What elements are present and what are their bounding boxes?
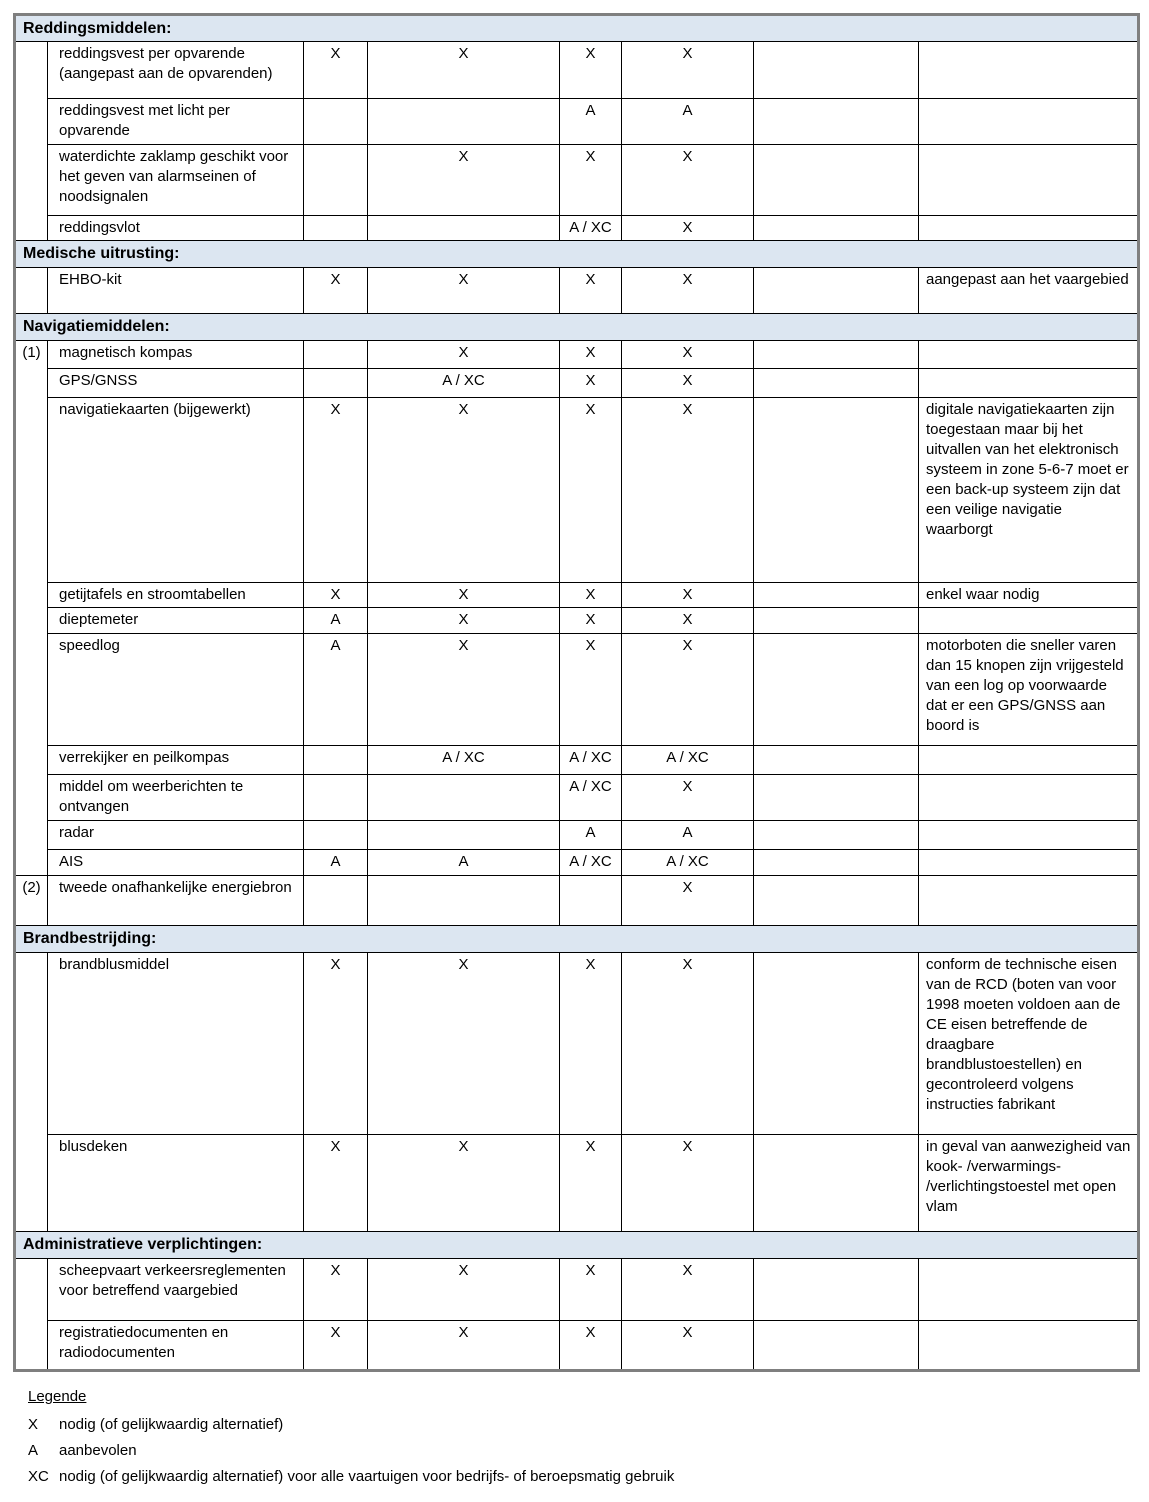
note-cell <box>919 42 1139 99</box>
note-cell <box>919 876 1139 926</box>
empty-cell <box>754 821 919 850</box>
requirement-mark-cell: X <box>368 608 560 634</box>
legend-entry <box>28 1468 1137 1486</box>
requirement-mark-cell: X <box>622 369 754 398</box>
requirement-mark-cell: A <box>560 821 622 850</box>
legend-entry <box>28 1442 1137 1460</box>
note-cell <box>919 608 1139 634</box>
requirement-mark-cell <box>304 876 368 926</box>
item-description-cell: brandblusmiddel <box>48 953 304 1135</box>
item-description-cell: magnetisch kompas <box>48 341 304 369</box>
requirement-mark-cell: X <box>560 953 622 1135</box>
requirement-mark-cell: X <box>304 268 368 314</box>
item-description-cell: AIS <box>48 850 304 876</box>
requirement-mark-cell: X <box>368 398 560 583</box>
note-cell <box>919 341 1139 369</box>
empty-cell <box>754 634 919 746</box>
requirement-mark-cell: A / XC <box>368 369 560 398</box>
requirement-mark-cell: X <box>560 634 622 746</box>
requirement-mark-cell: X <box>368 1321 560 1371</box>
legend <box>28 1388 1137 1486</box>
table-row <box>15 1135 1139 1232</box>
empty-cell <box>754 953 919 1135</box>
requirement-mark-cell: X <box>304 1259 368 1321</box>
table-row <box>15 341 1139 369</box>
note-cell: motorboten die sneller varen dan 15 knopen zijn vrijgesteld van een log op voorwaarde dat er een GPS/GNSS aan boord is <box>919 634 1139 746</box>
requirement-mark-cell: X <box>560 145 622 216</box>
empty-cell <box>754 1135 919 1232</box>
legend-symbol: XC <box>28 1468 49 1485</box>
item-description-cell: tweede onafhankelijke energiebron <box>48 876 304 926</box>
item-description-cell: GPS/GNSS <box>48 369 304 398</box>
note-cell <box>919 216 1139 241</box>
requirement-mark-cell: X <box>304 583 368 608</box>
empty-cell <box>754 775 919 821</box>
table-row <box>15 268 1139 314</box>
requirement-mark-cell: X <box>622 398 754 583</box>
section-title: Brandbestrijding: <box>15 926 1139 953</box>
requirement-mark-cell: X <box>622 1259 754 1321</box>
note-cell <box>919 746 1139 775</box>
section-header-row <box>15 15 1139 42</box>
legend-text: nodig (of gelijkwaardig alternatief) <box>59 1416 284 1433</box>
row-marker <box>15 268 48 314</box>
empty-cell <box>754 268 919 314</box>
section-header-row <box>15 926 1139 953</box>
requirement-mark-cell <box>368 821 560 850</box>
section-header-row <box>15 241 1139 268</box>
requirement-mark-cell: X <box>622 634 754 746</box>
requirement-mark-cell: A <box>560 99 622 145</box>
requirement-mark-cell: X <box>368 583 560 608</box>
requirement-mark-cell <box>304 99 368 145</box>
section-header-row <box>15 314 1139 341</box>
requirement-mark-cell: X <box>622 268 754 314</box>
legend-entries <box>28 1416 1137 1486</box>
item-description-cell: radar <box>48 821 304 850</box>
requirement-mark-cell <box>368 775 560 821</box>
requirement-mark-cell: X <box>304 953 368 1135</box>
note-cell: conform de technische eisen van de RCD (boten van voor 1998 moeten voldoen aan de CE eisen betreffende de draagbare brandblustoestellen) en gecontroleerd volgens instructies fabrikant <box>919 953 1139 1135</box>
requirement-mark-cell: A <box>622 99 754 145</box>
table-row <box>15 821 1139 850</box>
requirement-mark-cell: X <box>368 1135 560 1232</box>
requirement-mark-cell: X <box>368 145 560 216</box>
requirement-mark-cell <box>304 821 368 850</box>
requirement-mark-cell <box>560 876 622 926</box>
note-cell: digitale navigatiekaarten zijn toegestaan maar bij het uitvallen van het elektronisch systeem in zone 5-6-7 moet er een back-up systeem zijn dat een veilige navigatie waarborgt <box>919 398 1139 583</box>
requirement-mark-cell: A / XC <box>560 746 622 775</box>
requirement-mark-cell <box>368 876 560 926</box>
requirement-mark-cell <box>304 341 368 369</box>
requirement-mark-cell <box>304 369 368 398</box>
requirement-mark-cell: X <box>304 398 368 583</box>
note-cell <box>919 145 1139 216</box>
legend-symbol: A <box>28 1442 39 1459</box>
item-description-cell: blusdeken <box>48 1135 304 1232</box>
requirement-mark-cell: X <box>622 953 754 1135</box>
legend-title: Legende <box>28 1388 87 1405</box>
section-title: Administratieve verplichtingen: <box>15 1232 1139 1259</box>
requirement-mark-cell: X <box>560 369 622 398</box>
note-cell <box>919 1259 1139 1321</box>
empty-cell <box>754 876 919 926</box>
requirement-mark-cell: X <box>368 1259 560 1321</box>
row-marker <box>15 953 48 1232</box>
table-row <box>15 99 1139 145</box>
requirement-mark-cell: X <box>560 1321 622 1371</box>
requirement-mark-cell: X <box>622 775 754 821</box>
empty-cell <box>754 216 919 241</box>
requirement-mark-cell: A / XC <box>560 775 622 821</box>
table-row <box>15 398 1139 583</box>
note-cell: in geval van aanwezigheid van kook- /verwarmings- /verlichtingstoestel met open vlam <box>919 1135 1139 1232</box>
requirement-mark-cell: X <box>560 341 622 369</box>
table-row <box>15 746 1139 775</box>
requirement-mark-cell: A / XC <box>368 746 560 775</box>
row-marker <box>15 1259 48 1371</box>
row-marker: (2) <box>15 876 48 926</box>
requirement-mark-cell: X <box>560 1135 622 1232</box>
note-cell <box>919 821 1139 850</box>
empty-cell <box>754 99 919 145</box>
requirement-mark-cell: X <box>304 1135 368 1232</box>
requirement-mark-cell: X <box>622 1135 754 1232</box>
table-row <box>15 42 1139 99</box>
requirement-mark-cell: A <box>304 850 368 876</box>
note-cell <box>919 1321 1139 1371</box>
requirement-mark-cell: A <box>622 821 754 850</box>
note-cell: aangepast aan het vaargebied <box>919 268 1139 314</box>
table-row <box>15 145 1139 216</box>
requirement-mark-cell: X <box>560 583 622 608</box>
requirement-mark-cell: X <box>622 216 754 241</box>
empty-cell <box>754 369 919 398</box>
item-description-cell: EHBO-kit <box>48 268 304 314</box>
item-description-cell: registratiedocumenten en radiodocumenten <box>48 1321 304 1371</box>
legend-text: nodig (of gelijkwaardig alternatief) voor alle vaartuigen voor bedrijfs- of beroepsmatig gebruik <box>59 1468 675 1485</box>
empty-cell <box>754 850 919 876</box>
item-description-cell: middel om weerberichten te ontvangen <box>48 775 304 821</box>
equipment-requirements-table <box>13 13 1140 1372</box>
requirement-mark-cell: X <box>304 42 368 99</box>
empty-cell <box>754 583 919 608</box>
requirement-mark-cell: X <box>622 341 754 369</box>
empty-cell <box>754 398 919 583</box>
table-row <box>15 369 1139 398</box>
table-row <box>15 1259 1139 1321</box>
requirement-mark-cell: X <box>622 42 754 99</box>
requirement-mark-cell: X <box>622 1321 754 1371</box>
requirement-mark-cell: X <box>368 268 560 314</box>
requirement-mark-cell <box>304 145 368 216</box>
requirement-mark-cell: A <box>304 634 368 746</box>
requirement-mark-cell <box>368 99 560 145</box>
section-header-row <box>15 1232 1139 1259</box>
note-cell <box>919 99 1139 145</box>
table-row <box>15 583 1139 608</box>
item-description-cell: scheepvaart verkeersreglementen voor betreffend vaargebied <box>48 1259 304 1321</box>
requirement-mark-cell: X <box>560 42 622 99</box>
legend-text: aanbevolen <box>59 1442 137 1459</box>
requirement-mark-cell: X <box>622 583 754 608</box>
requirement-mark-cell: A / XC <box>560 850 622 876</box>
requirement-mark-cell: A / XC <box>622 746 754 775</box>
requirement-mark-cell: X <box>560 268 622 314</box>
legend-symbol: X <box>28 1416 39 1433</box>
requirement-mark-cell: X <box>622 608 754 634</box>
item-description-cell: speedlog <box>48 634 304 746</box>
table-row <box>15 953 1139 1135</box>
section-title: Medische uitrusting: <box>15 241 1139 268</box>
requirement-mark-cell: X <box>368 953 560 1135</box>
section-title: Reddingsmiddelen: <box>15 15 1139 42</box>
item-description-cell: reddingsvest per opvarende (aangepast aan de opvarenden) <box>48 42 304 99</box>
requirement-mark-cell: A / XC <box>622 850 754 876</box>
empty-cell <box>754 608 919 634</box>
empty-cell <box>754 746 919 775</box>
requirement-mark-cell <box>304 746 368 775</box>
table-row <box>15 775 1139 821</box>
note-cell: enkel waar nodig <box>919 583 1139 608</box>
requirement-mark-cell: X <box>622 876 754 926</box>
row-marker: (1) <box>15 341 48 876</box>
requirement-mark-cell: A / XC <box>560 216 622 241</box>
requirement-mark-cell: X <box>368 634 560 746</box>
table-row <box>15 634 1139 746</box>
item-description-cell: verrekijker en peilkompas <box>48 746 304 775</box>
table-row <box>15 608 1139 634</box>
equipment-table-body <box>15 15 1139 1371</box>
item-description-cell: reddingsvest met licht per opvarende <box>48 99 304 145</box>
note-cell <box>919 369 1139 398</box>
legend-entry <box>28 1416 1137 1434</box>
empty-cell <box>754 341 919 369</box>
requirement-mark-cell: A <box>368 850 560 876</box>
table-row <box>15 216 1139 241</box>
requirement-mark-cell: X <box>560 398 622 583</box>
requirement-mark-cell: X <box>622 145 754 216</box>
requirement-mark-cell <box>368 216 560 241</box>
requirement-mark-cell: X <box>560 608 622 634</box>
item-description-cell: dieptemeter <box>48 608 304 634</box>
table-row <box>15 876 1139 926</box>
requirement-mark-cell: X <box>368 341 560 369</box>
item-description-cell: reddingsvlot <box>48 216 304 241</box>
item-description-cell: getijtafels en stroomtabellen <box>48 583 304 608</box>
requirement-mark-cell: X <box>304 1321 368 1371</box>
requirement-mark-cell <box>304 216 368 241</box>
note-cell <box>919 850 1139 876</box>
item-description-cell: waterdichte zaklamp geschikt voor het geven van alarmseinen of noodsignalen <box>48 145 304 216</box>
requirement-mark-cell <box>304 775 368 821</box>
empty-cell <box>754 145 919 216</box>
item-description-cell: navigatiekaarten (bijgewerkt) <box>48 398 304 583</box>
empty-cell <box>754 42 919 99</box>
empty-cell <box>754 1259 919 1321</box>
section-title: Navigatiemiddelen: <box>15 314 1139 341</box>
table-row <box>15 850 1139 876</box>
requirement-mark-cell: X <box>368 42 560 99</box>
row-marker <box>15 42 48 241</box>
table-row <box>15 1321 1139 1371</box>
note-cell <box>919 775 1139 821</box>
requirement-mark-cell: X <box>560 1259 622 1321</box>
requirement-mark-cell: A <box>304 608 368 634</box>
empty-cell <box>754 1321 919 1371</box>
